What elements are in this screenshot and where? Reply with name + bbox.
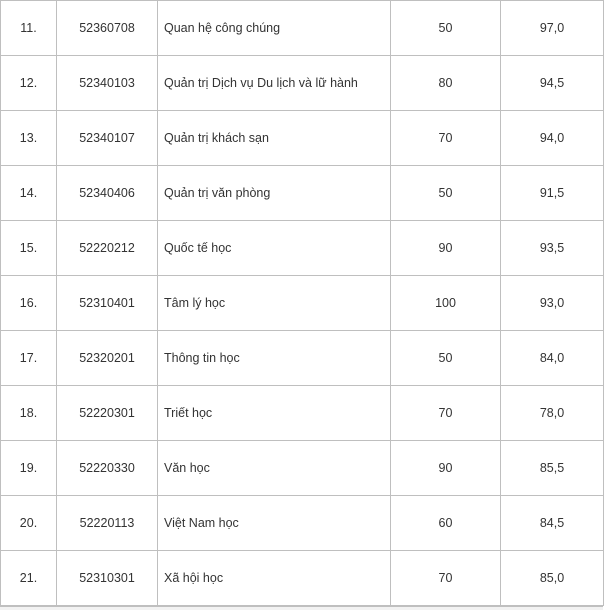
program-name: Văn học	[158, 441, 391, 496]
row-number: 16.	[1, 276, 57, 331]
row-number: 18.	[1, 386, 57, 441]
score: 94,5	[501, 56, 604, 111]
program-name: Quản trị văn phòng	[158, 166, 391, 221]
program-code: 52220113	[57, 496, 158, 551]
program-name: Xã hội học	[158, 551, 391, 606]
table-row	[1, 111, 604, 166]
program-name: Quản trị Dịch vụ Du lịch và lữ hành	[158, 56, 391, 111]
score: 91,5	[501, 166, 604, 221]
row-number: 19.	[1, 441, 57, 496]
table-row	[1, 386, 604, 441]
quota: 80	[391, 56, 501, 111]
row-number: 14.	[1, 166, 57, 221]
row-number: 13.	[1, 111, 57, 166]
table-row	[1, 166, 604, 221]
table-row	[1, 221, 604, 276]
quota: 50	[391, 1, 501, 56]
program-code: 52310301	[57, 551, 158, 606]
program-code: 52310401	[57, 276, 158, 331]
program-name: Quản trị khách sạn	[158, 111, 391, 166]
quota: 70	[391, 111, 501, 166]
score: 93,5	[501, 221, 604, 276]
program-code: 52340103	[57, 56, 158, 111]
program-code: 52340406	[57, 166, 158, 221]
quota: 70	[391, 551, 501, 606]
row-number: 21.	[1, 551, 57, 606]
table-bottom-divider	[0, 606, 603, 610]
program-name: Quốc tế học	[158, 221, 391, 276]
row-number: 12.	[1, 56, 57, 111]
score: 97,0	[501, 1, 604, 56]
program-code: 52360708	[57, 1, 158, 56]
table-row	[1, 441, 604, 496]
quota: 60	[391, 496, 501, 551]
quota: 100	[391, 276, 501, 331]
table-row	[1, 276, 604, 331]
table-row	[1, 331, 604, 386]
score: 85,5	[501, 441, 604, 496]
row-number: 20.	[1, 496, 57, 551]
program-code: 52320201	[57, 331, 158, 386]
quota: 70	[391, 386, 501, 441]
program-name: Triết học	[158, 386, 391, 441]
quota: 50	[391, 331, 501, 386]
program-code: 52220330	[57, 441, 158, 496]
table-body	[1, 1, 604, 606]
table-row	[1, 56, 604, 111]
score: 93,0	[501, 276, 604, 331]
row-number: 11.	[1, 1, 57, 56]
row-number: 15.	[1, 221, 57, 276]
score: 78,0	[501, 386, 604, 441]
program-name: Quan hệ công chúng	[158, 1, 391, 56]
table-row	[1, 1, 604, 56]
table-row	[1, 496, 604, 551]
program-name: Tâm lý học	[158, 276, 391, 331]
program-name: Việt Nam học	[158, 496, 391, 551]
row-number: 17.	[1, 331, 57, 386]
score: 84,5	[501, 496, 604, 551]
score: 85,0	[501, 551, 604, 606]
program-code: 52220301	[57, 386, 158, 441]
score: 94,0	[501, 111, 604, 166]
program-code: 52220212	[57, 221, 158, 276]
program-name: Thông tin học	[158, 331, 391, 386]
table-row	[1, 551, 604, 606]
quota: 90	[391, 441, 501, 496]
quota: 90	[391, 221, 501, 276]
quota: 50	[391, 166, 501, 221]
score: 84,0	[501, 331, 604, 386]
program-code: 52340107	[57, 111, 158, 166]
